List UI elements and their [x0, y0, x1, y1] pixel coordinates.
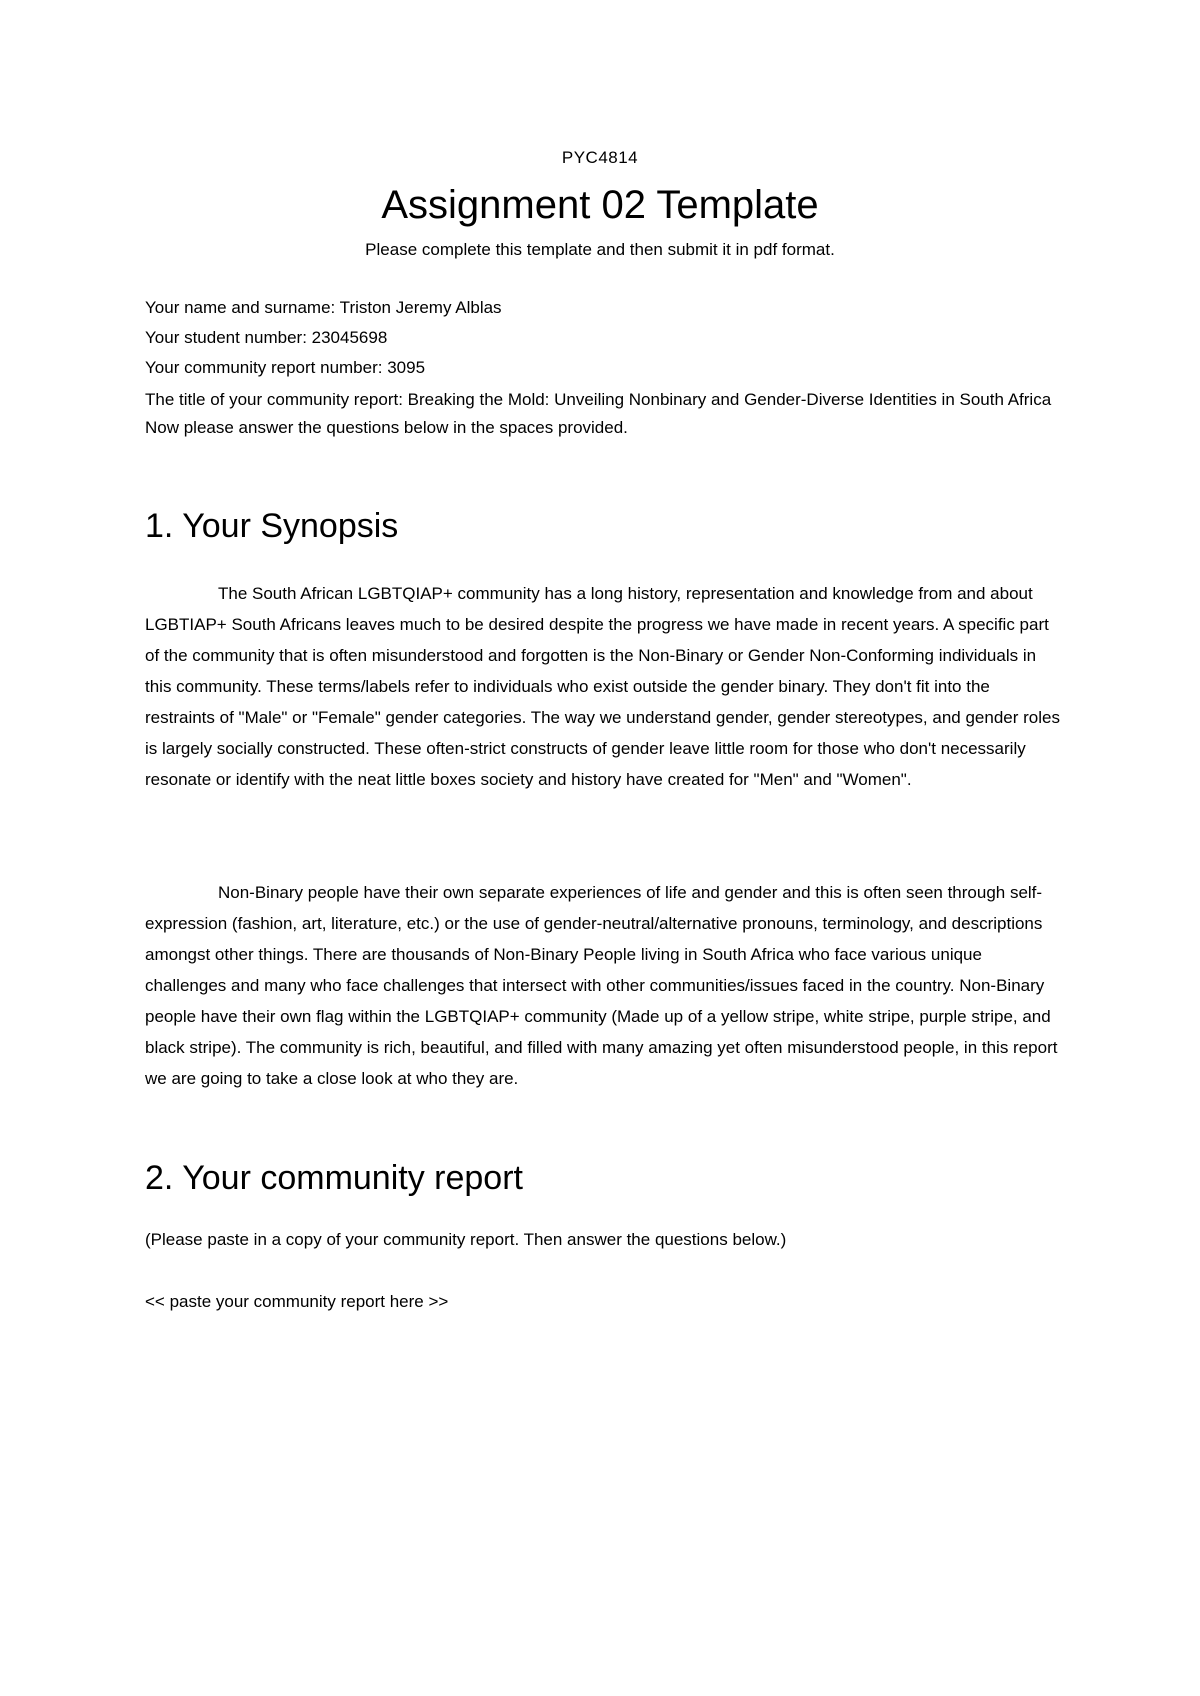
community-report-heading: 2. Your community report [145, 1159, 523, 1197]
synopsis-heading: 1. Your Synopsis [145, 507, 399, 545]
page-title: Assignment 02 Template [381, 183, 819, 227]
student-number-line: Your student number: 23045698 [145, 328, 388, 347]
paste-report-placeholder: << paste your community report here >> [145, 1292, 449, 1311]
page-subtitle: Please complete this template and then submit it in pdf format. [365, 240, 835, 259]
instruction-line: Now please answer the questions below in the spaces provided. [145, 418, 628, 437]
student-details [145, 293, 1060, 443]
name-line: Your name and surname: Triston Jeremy Alblas [145, 298, 502, 317]
community-report-note: (Please paste in a copy of your community report. Then answer the questions below.) [145, 1230, 787, 1249]
synopsis-paragraph-1: The South African LGBTQIAP+ community has a long history, representation and knowledge from and about LGBTIAP+ South Africans leaves much to be desired despite the progress we have made in recent years. A specific part of the community that is often misunderstood and forgotten is the Non-Binary or Gender Non-Conforming individuals in this community. These terms/labels refer to individuals who exist outside the gender binary. They don't fit into the restraints of "Male" or "Female" gender categories. The way we understand gender, gender stereotypes, and gender roles is largely socially constructed. These often-strict constructs of gender leave little room for those who don't necessarily resonate or identify with the neat little boxes society and history have created for "Men" and "Women". [145, 584, 1060, 789]
synopsis-paragraph-2: Non-Binary people have their own separate experiences of life and gender and this is often seen through self-expression (fashion, art, literature, etc.) or the use of gender-neutral/alternative pronouns, terminology, and descriptions amongst other things. There are thousands of Non-Binary People living in South Africa who face various unique challenges and many who face challenges that intersect with other communities/issues faced in the country. Non-Binary people have their own flag within the LGBTQIAP+ community (Made up of a yellow stripe, white stripe, purple stripe, and black stripe). The community is rich, beautiful, and filled with many amazing yet often misunderstood people, in this report we are going to take a close look at who they are. [145, 883, 1058, 1088]
course-code: PYC4814 [561, 148, 639, 167]
report-number-line: Your community report number: 3095 [145, 358, 426, 377]
report-title-line: The title of your community report: Breaking the Mold: Unveiling Nonbinary and Gender-Diverse Identities in South Africa [145, 390, 1052, 409]
